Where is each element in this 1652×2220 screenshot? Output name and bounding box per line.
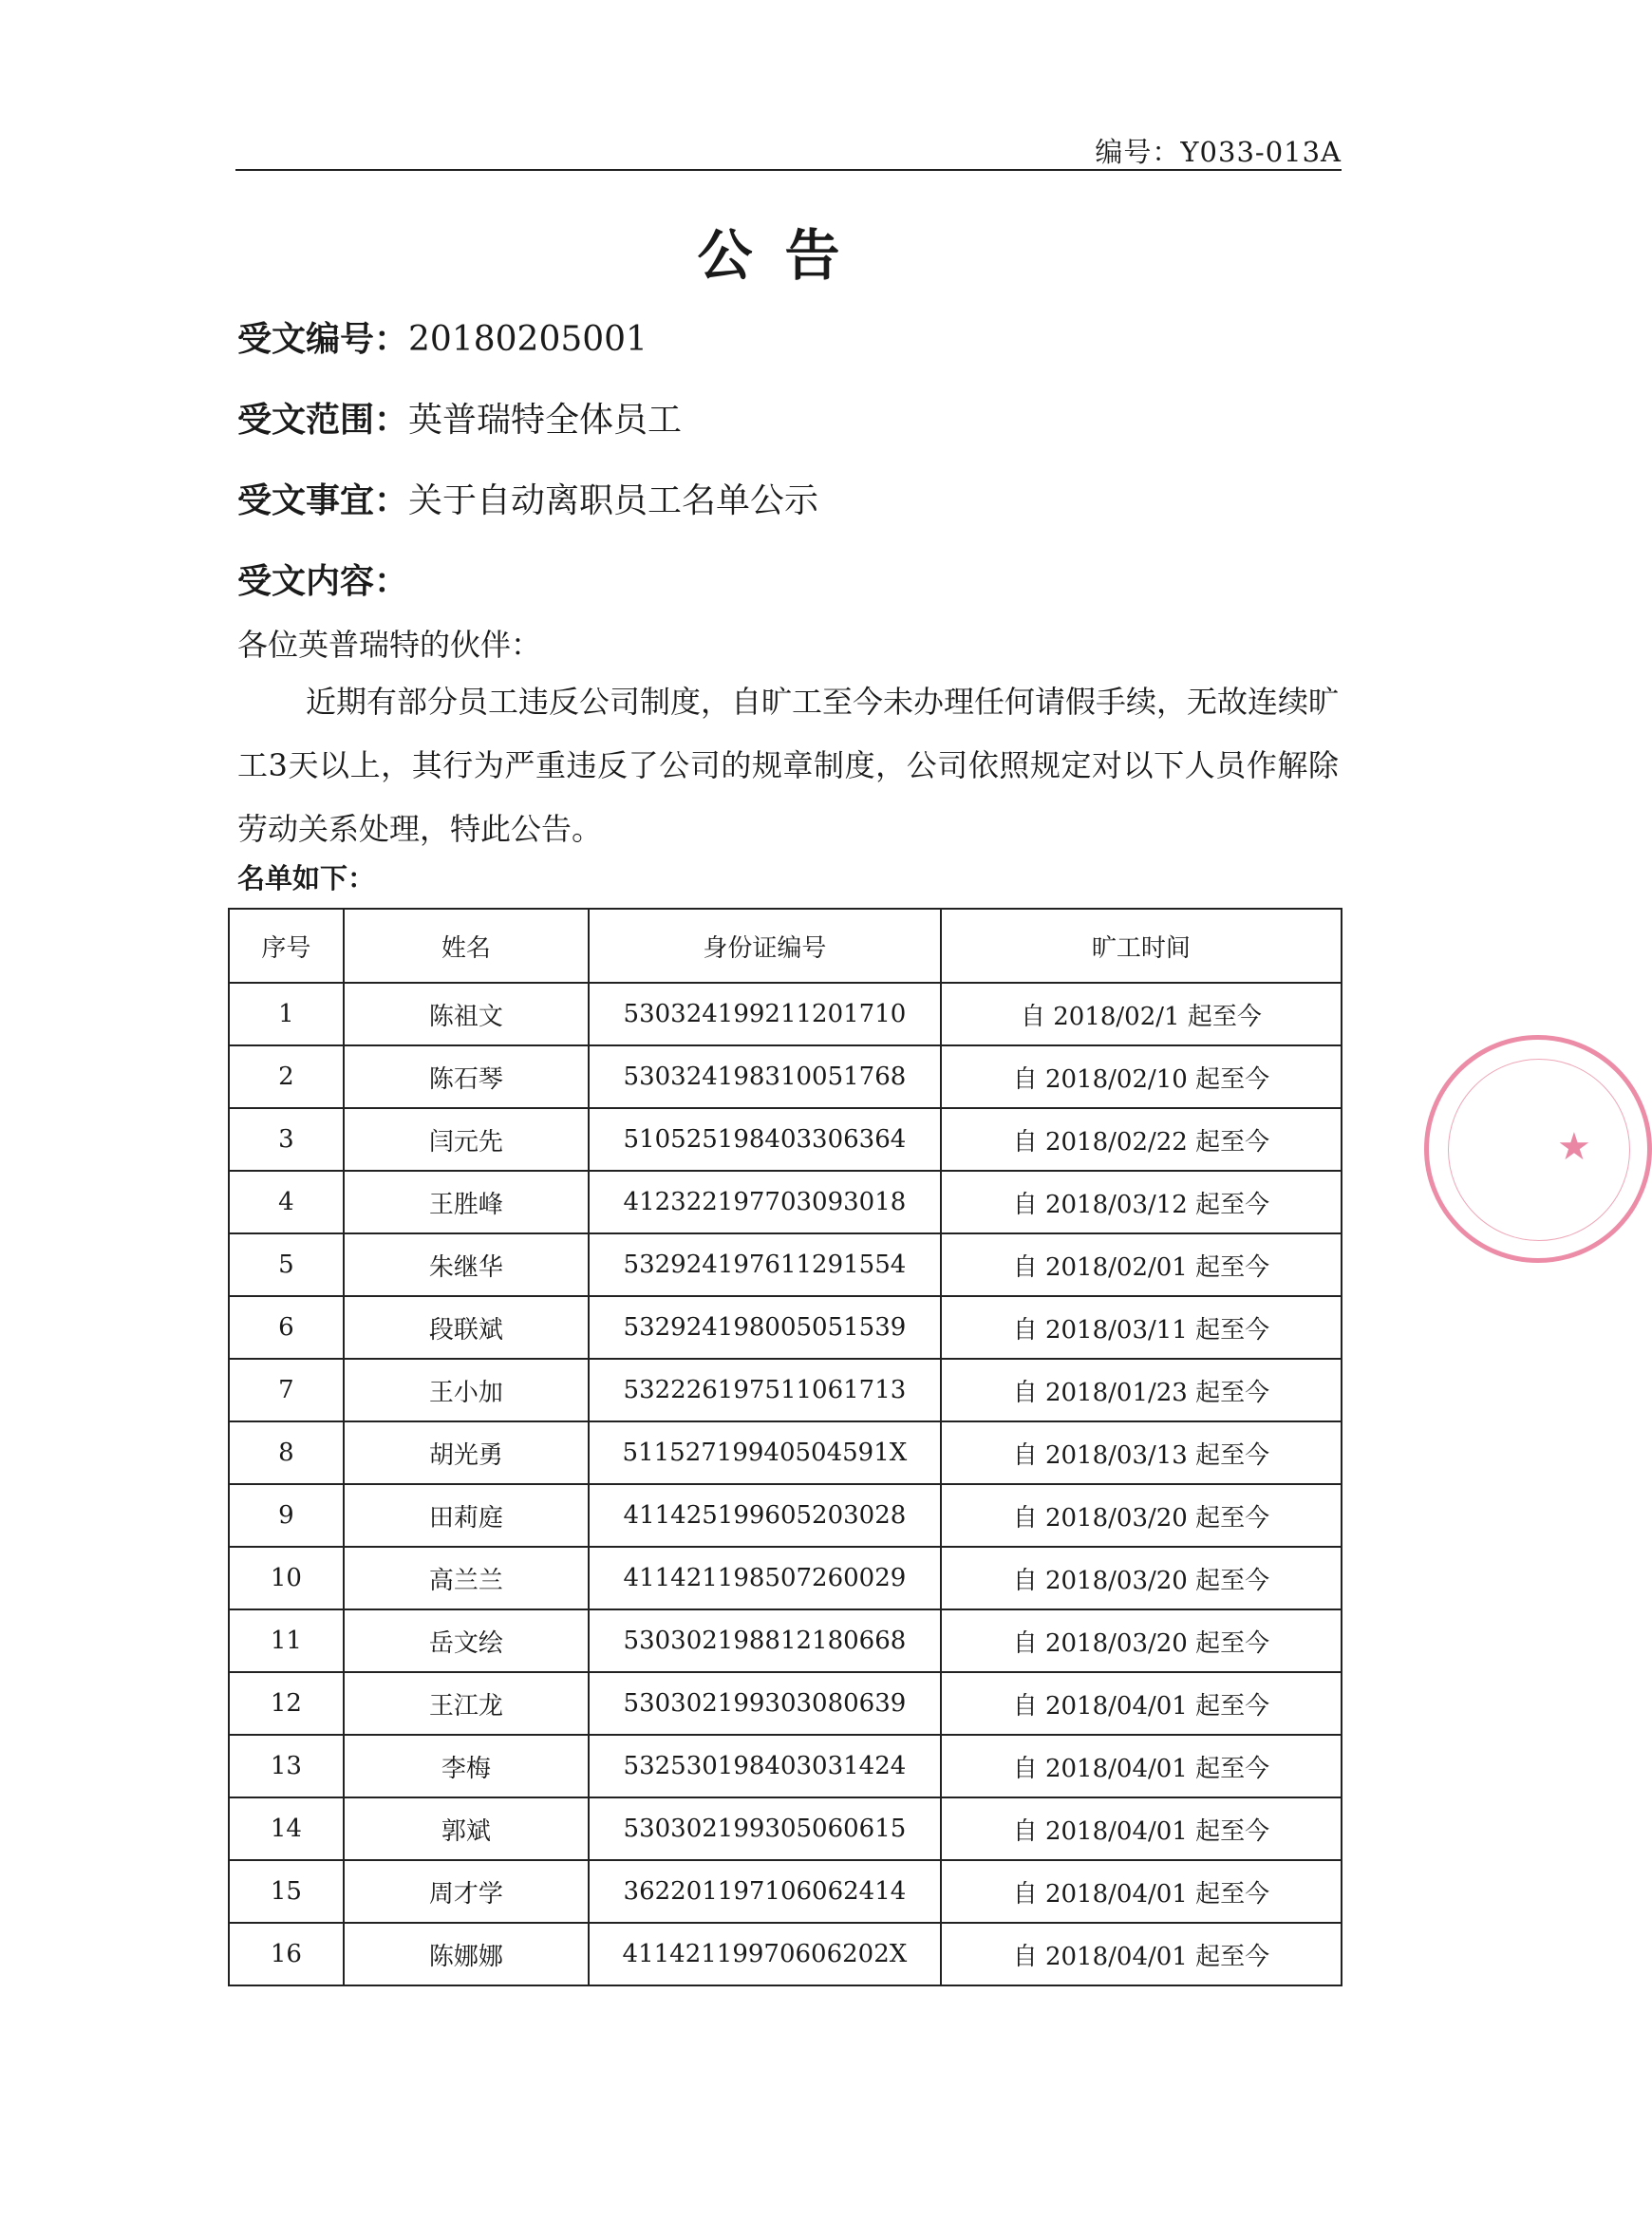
header-id-number: 身份证编号	[589, 909, 941, 983]
cell-index: 12	[229, 1672, 344, 1735]
cell-absence-time: 自 2018/02/22 起至今	[941, 1108, 1342, 1171]
cell-absence-time: 自 2018/03/20 起至今	[941, 1547, 1342, 1609]
cell-id-number: 532924198005051539	[589, 1296, 941, 1359]
cell-id-number: 411425199605203028	[589, 1484, 941, 1547]
table-row	[229, 1296, 1342, 1359]
cell-id-number: 530324198310051768	[589, 1045, 941, 1108]
cell-id-number: 532530198403031424	[589, 1735, 941, 1797]
header-index: 序号	[229, 909, 344, 983]
cell-id-number: 530302199303080639	[589, 1672, 941, 1735]
greeting: 各位英普瑞特的伙伴：	[237, 627, 542, 663]
cell-index: 16	[229, 1923, 344, 1985]
cell-absence-time: 自 2018/04/01 起至今	[941, 1672, 1342, 1735]
cell-name: 陈娜娜	[344, 1923, 589, 1985]
cell-index: 6	[229, 1296, 344, 1359]
cell-id-number: 51152719940504591X	[589, 1421, 941, 1484]
cell-id-number: 412322197703093018	[589, 1171, 941, 1233]
header-absence-time: 旷工时间	[941, 909, 1342, 983]
document-number: 编号：Y033-013A	[1095, 136, 1342, 168]
cell-name: 陈石琴	[344, 1045, 589, 1108]
field-number	[237, 312, 648, 361]
cell-id-number: 510525198403306364	[589, 1108, 941, 1171]
table-row	[229, 1233, 1342, 1296]
cell-index: 13	[229, 1735, 344, 1797]
table-row	[229, 1171, 1342, 1233]
cell-name: 王江龙	[344, 1672, 589, 1735]
cell-id-number: 362201197106062414	[589, 1860, 941, 1923]
header-name: 姓名	[344, 909, 589, 983]
cell-name: 王小加	[344, 1359, 589, 1421]
cell-id-number: 530302198812180668	[589, 1609, 941, 1672]
cell-absence-time: 自 2018/03/11 起至今	[941, 1296, 1342, 1359]
cell-absence-time: 自 2018/03/20 起至今	[941, 1609, 1342, 1672]
cell-name: 周才学	[344, 1860, 589, 1923]
table-row	[229, 1484, 1342, 1547]
field-content	[237, 555, 408, 603]
cell-name: 陈祖文	[344, 983, 589, 1045]
cell-absence-time: 自 2018/04/01 起至今	[941, 1860, 1342, 1923]
table-row	[229, 1359, 1342, 1421]
header-rule	[235, 169, 1342, 171]
cell-index: 5	[229, 1233, 344, 1296]
cell-absence-time: 自 2018/03/12 起至今	[941, 1171, 1342, 1233]
field-matter	[237, 474, 818, 522]
table-row	[229, 1797, 1342, 1860]
cell-name: 郭斌	[344, 1797, 589, 1860]
cell-index: 2	[229, 1045, 344, 1108]
cell-index: 14	[229, 1797, 344, 1860]
cell-index: 7	[229, 1359, 344, 1421]
field-scope	[237, 393, 682, 442]
cell-name: 岳文绘	[344, 1609, 589, 1672]
cell-id-number: 411421198507260029	[589, 1547, 941, 1609]
cell-id-number: 532924197611291554	[589, 1233, 941, 1296]
table-row	[229, 983, 1342, 1045]
table-row	[229, 1421, 1342, 1484]
cell-absence-time: 自 2018/03/13 起至今	[941, 1421, 1342, 1484]
table-row	[229, 1547, 1342, 1609]
list-label: 名单如下：	[237, 862, 376, 894]
table-row	[229, 1045, 1342, 1108]
company-seal	[1424, 1035, 1652, 1263]
notice-paragraph: 近期有部分员工违反公司制度，自旷工至今未办理任何请假手续，无故连续旷工3天以上，其行为严重违反了公司的规章制度，公司依照规定对以下人员作解除劳动关系处理，特此公告。	[237, 684, 1340, 847]
field-number-label: 受文编号：	[237, 319, 409, 359]
table-row	[229, 1860, 1342, 1923]
document-title: 公告	[697, 223, 873, 288]
cell-absence-time: 自 2018/04/01 起至今	[941, 1735, 1342, 1797]
cell-name: 胡光勇	[344, 1421, 589, 1484]
field-matter-value: 关于自动离职员工名单公示	[408, 481, 819, 520]
cell-name: 闫元先	[344, 1108, 589, 1171]
employee-table	[228, 908, 1342, 1986]
table-row	[229, 1108, 1342, 1171]
table-row	[229, 1672, 1342, 1735]
field-scope-label: 受文范围：	[237, 400, 409, 440]
seal-inner-ring	[1448, 1059, 1630, 1241]
star-icon: ★	[1557, 1125, 1591, 1169]
cell-index: 15	[229, 1860, 344, 1923]
cell-index: 1	[229, 983, 344, 1045]
cell-name: 段联斌	[344, 1296, 589, 1359]
cell-name: 田莉庭	[344, 1484, 589, 1547]
cell-id-number: 41142119970606202X	[589, 1923, 941, 1985]
cell-absence-time: 自 2018/02/1 起至今	[941, 983, 1342, 1045]
table-body	[229, 983, 1342, 1985]
cell-id-number: 530324199211201710	[589, 983, 941, 1045]
cell-id-number: 532226197511061713	[589, 1359, 941, 1421]
field-matter-label: 受文事宜：	[237, 480, 409, 520]
cell-index: 9	[229, 1484, 344, 1547]
cell-name: 王胜峰	[344, 1171, 589, 1233]
cell-index: 4	[229, 1171, 344, 1233]
cell-name: 李梅	[344, 1735, 589, 1797]
cell-index: 8	[229, 1421, 344, 1484]
cell-name: 朱继华	[344, 1233, 589, 1296]
table-row	[229, 1923, 1342, 1985]
cell-index: 10	[229, 1547, 344, 1609]
cell-id-number: 530302199305060615	[589, 1797, 941, 1860]
cell-name: 高兰兰	[344, 1547, 589, 1609]
field-scope-value: 英普瑞特全体员工	[408, 401, 683, 440]
cell-index: 11	[229, 1609, 344, 1672]
cell-absence-time: 自 2018/04/01 起至今	[941, 1797, 1342, 1860]
cell-absence-time: 自 2018/04/01 起至今	[941, 1923, 1342, 1985]
cell-absence-time: 自 2018/02/10 起至今	[941, 1045, 1342, 1108]
cell-absence-time: 自 2018/03/20 起至今	[941, 1484, 1342, 1547]
field-number-value: 20180205001	[408, 320, 648, 359]
field-content-label: 受文内容：	[237, 561, 409, 601]
table-row	[229, 1609, 1342, 1672]
cell-absence-time: 自 2018/01/23 起至今	[941, 1359, 1342, 1421]
table-row	[229, 1735, 1342, 1797]
cell-index: 3	[229, 1108, 344, 1171]
table-header-row	[229, 909, 1342, 983]
cell-absence-time: 自 2018/02/01 起至今	[941, 1233, 1342, 1296]
